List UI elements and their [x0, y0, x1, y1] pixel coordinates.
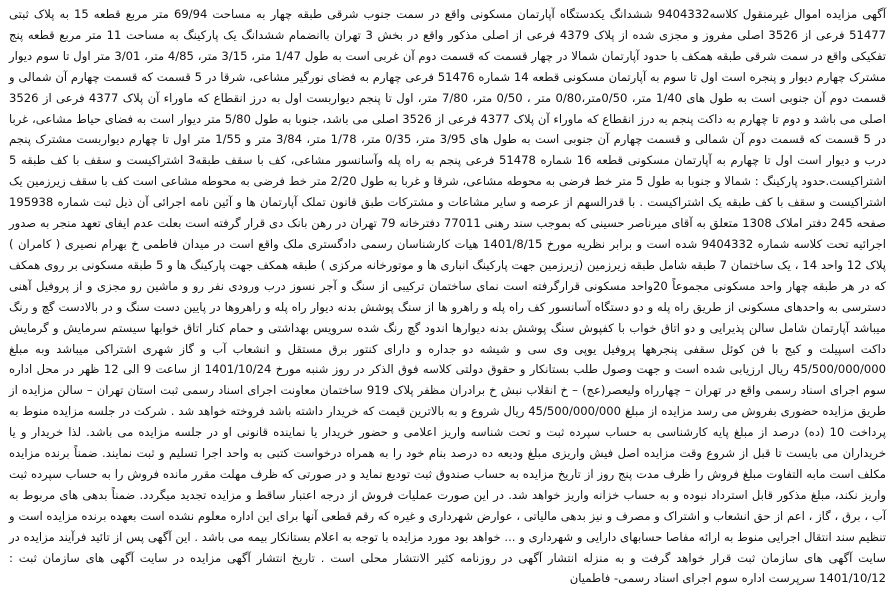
notice-signature: سرپرست اداره سوم اجرای اسناد رسمی- فاطمیان [569, 571, 816, 586]
notice-body: آگهی مزایده اموال غیرمنقول کلاسه9404332 ششدانگ یکدستگاه آپارتمان مسکونی واقع در سمت جنوب شرقی طبقه چهار به مساحت 69/94 متر مربع قطعه 15 به پلاک ثبتی 51477 فرعی از 3526 اصلی مفروز و مجزی شده از پلاک 4379 فرعی از اصلی مذکور واقع در بخش 3 تهران باانضمام ششدانگ یک پارکینگ به مساحت 11 متر مربع قطعه پنج تفکیکی واقع در سمت شرقی طبقه همکف با حدود آپارتمان شمالا در چهار قسمت که قسمت دوم آن غربی است به طول 1/47 متر، 3/15 متر، 4/85 متر، 3/01 متر اول تا سوم دیوار مشترک چهارم دیوار و پنجره است اول تا سوم به آپارتمان مسکونی قطعه 14 شماره 51476 فرعی چهارم به فضای نورگیر مشاعی، شرقا در 5 قسمت که قسمت چهارم آن شمالی و قسمت دوم آن جنوبی است به طول های 1/40 متر، 0/50متر،0/80 متر ، 0/50 متر، 7/80 متر، اول تا پنجم دیواربست اول به درز انقطاع که ماوراء آن پلاک 4377 فرعی از 3526 اصلی می باشد و دوم تا چهارم به داکت پنجم به درز انقطاع که ماوراء آن پلاک 4377 فرعی از 3526 اصلی می باشد، جنوبا به طول 5/80 متر دیوار است به فضای حیاط مشاعی، غربا در 5 قسمت که قسمت دوم آن شمالی و قسمت چهارم آن جنوبی است به طول های 3/95 متر، 0/35 متر، 1/78 متر، 3/84 متر و 1/55 متر اول تا چهارم دیواربست مشترک پنجم درب و دیوار است اول تا چهارم به آپارتمان مسکونی قطعه 16 شماره 51478 فرعی پنجم به راه پله وآسانسور مشاعی، کف با سقف طبقه3 اشتراکیست و سقف با کف طبقه 5 اشتراکیست.حدود پارکینگ : شمالا و جنوبا به طول 5 متر خط فرضی به محوطه مشاعی، شرقا و غربا به طول 2/20 متر خط فرضی به محوطه مشاعی است کف با سقف زیرزمین یک اشتراکیست و سقف با کف طبقه یک اشتراکیست . با قدرالسهم از عرصه و سایر مشاعات و مشترکات طبق قانون تملک آپارتمان ها و آئین نامه اجرائی آن ذیل ثبت شماره 195938 صفحه 245 دفتر املاک 1308 متعلق به آقای میرناصر حسینی که بموجب سند رهنی 77011 دفترخانه 79 تهران در رهن بانک دی قرار گرفته است بعلت عدم ایفای تعهد منجر به صدور اجرائیه تحت کلاسه شماره 9404332 شده است و برابر نظریه مورخ 1401/8/15 هیات کارشناسان رسمی دادگستری ملک واقع است در میدان فاطمی خ بهرام نصیری ( کامران ) پلاک 12 واحد 14 ، یک ساختمان 7 طبقه شامل طبقه زیرزمین (زیرزمین جهت پارکینگ انباری ها و موتورخانه مرکزی ) طبقه همکف جهت پارکینگ ها و 5 طبقه مسکونی بر روی همکف که در هر طبقه چهار واحد مسکونی مجموعاً 20واحد مسکونی قرارگرفته است نمای ساختمان ترکیبی از سنگ و آجر نسوز درب ورودی نفر رو و ماشین رو مجزی و از پروفیل آهنی دسترسی به واحدهای مسکونی از طریق راه پله و دو دستگاه آسانسور کف راه پله و راهرو ها از سنگ پوشش بدنه دیوار راه پله و راهروها در پایین دست سنگ و در بالادست گچ و رنگ میباشد آپارتمان شامل سالن پذیرایی و دو اتاق خواب با کفپوش سنگ پوشش بدنه دیوارها اندود گچ رنگ شده سرویس بهداشتی و حمام کنار اتاق خوابها سیستم سرمایش و گرمایش داکت اسپیلت و کیج با فن کوئل سقفی پنجرهها پروفیل یوپی وی سی و شیشه دو جداره و دارای کنتور برق مستقل و انشعاب آب و گاز شهری اشتراکی میباشد وبه مبلغ 45/500/000/000 ریال ارزیابی شده است و جهت وصول طلب بستانکار و حقوق دولتی کلاسه فوق الذکر در روز شنبه مورخ 1401/10/24 از ساعت 9 الی 12 ظهر در محل اداره سوم اجرای اسناد رسمی واقع در تهران – چهارراه ولیعصر(عج) – خ انقلاب نبش خ برادران مظفر پلاک 919 ساختمان معاونت اجرای اسناد رسمی ثبت استان تهران – سالن مزایده از طریق مزایده حضوری بفروش می رسد مزایده از مبلغ 45/500/000/000 ریال شروع و به بالاترین قیمت که خریدار داشته باشد فروخته خواهد شد . شرکت در جلسه مزایده منوط به پرداخت 10 (ده) درصد از مبلغ پایه کارشناسی به حساب سپرده ثبت و تحت شناسه واریز اعلامی و حضور خریدار یا نماینده قانونی او در جلسه مزایده می باشد. لذا خریدار و یا خریداران می بایست تا قبل از شروع وقت مزایده اصل فیش واریزی مبلغ ودیعه ده درصد بنام خود را به همراه درخواست کتبی به واحد اجرا تسلیم و ثبت نمایند. ضمناً برنده مزایده مکلف است مابه التفاوت مبلغ فروش را ظرف مدت پنج روز از تاریخ مزایده به حساب صندوق ثبت تودیع نماید و در صورتی که ظرف مهلت مقرر مانده فروش را به حساب سپرده ثبت واریز نکند، مبلغ مذکور قابل استرداد نبوده و به حساب خزانه واریز خواهد شد. در این صورت عملیات فروش از درجه اعتبار ساقط و مزایده تجدید میگردد. ضمناً بدهی های مربوط به آب ، برق ، گاز ، اعم از حق انشعاب و اشتراک و مصرف و نیز بدهی مالیاتی ، عوارض شهرداری و غیره که رقم قطعی آنها برای این اداره معلوم نشده است بعهده برنده مزایده است و تنظیم سند انتقال اجرایی منوط به ارائه مفاصا حسابهای دارایی و شهرداری و ... خواهد بود مورد مزایده با توجه به اعلام بستانکار بیمه می باشد . این آگهی پس از تائید فرآیند مزایده در سایت آگهی های سازمان ثبت قرار خواهد گرفت و به منزله انتشار آگهی در روزنامه کثیر الانتشار محلی است . تاریخ انتشار آگهی مزایده در سایت آگهی های سازمان ثبت : 1401/10/12 [9, 7, 887, 586]
